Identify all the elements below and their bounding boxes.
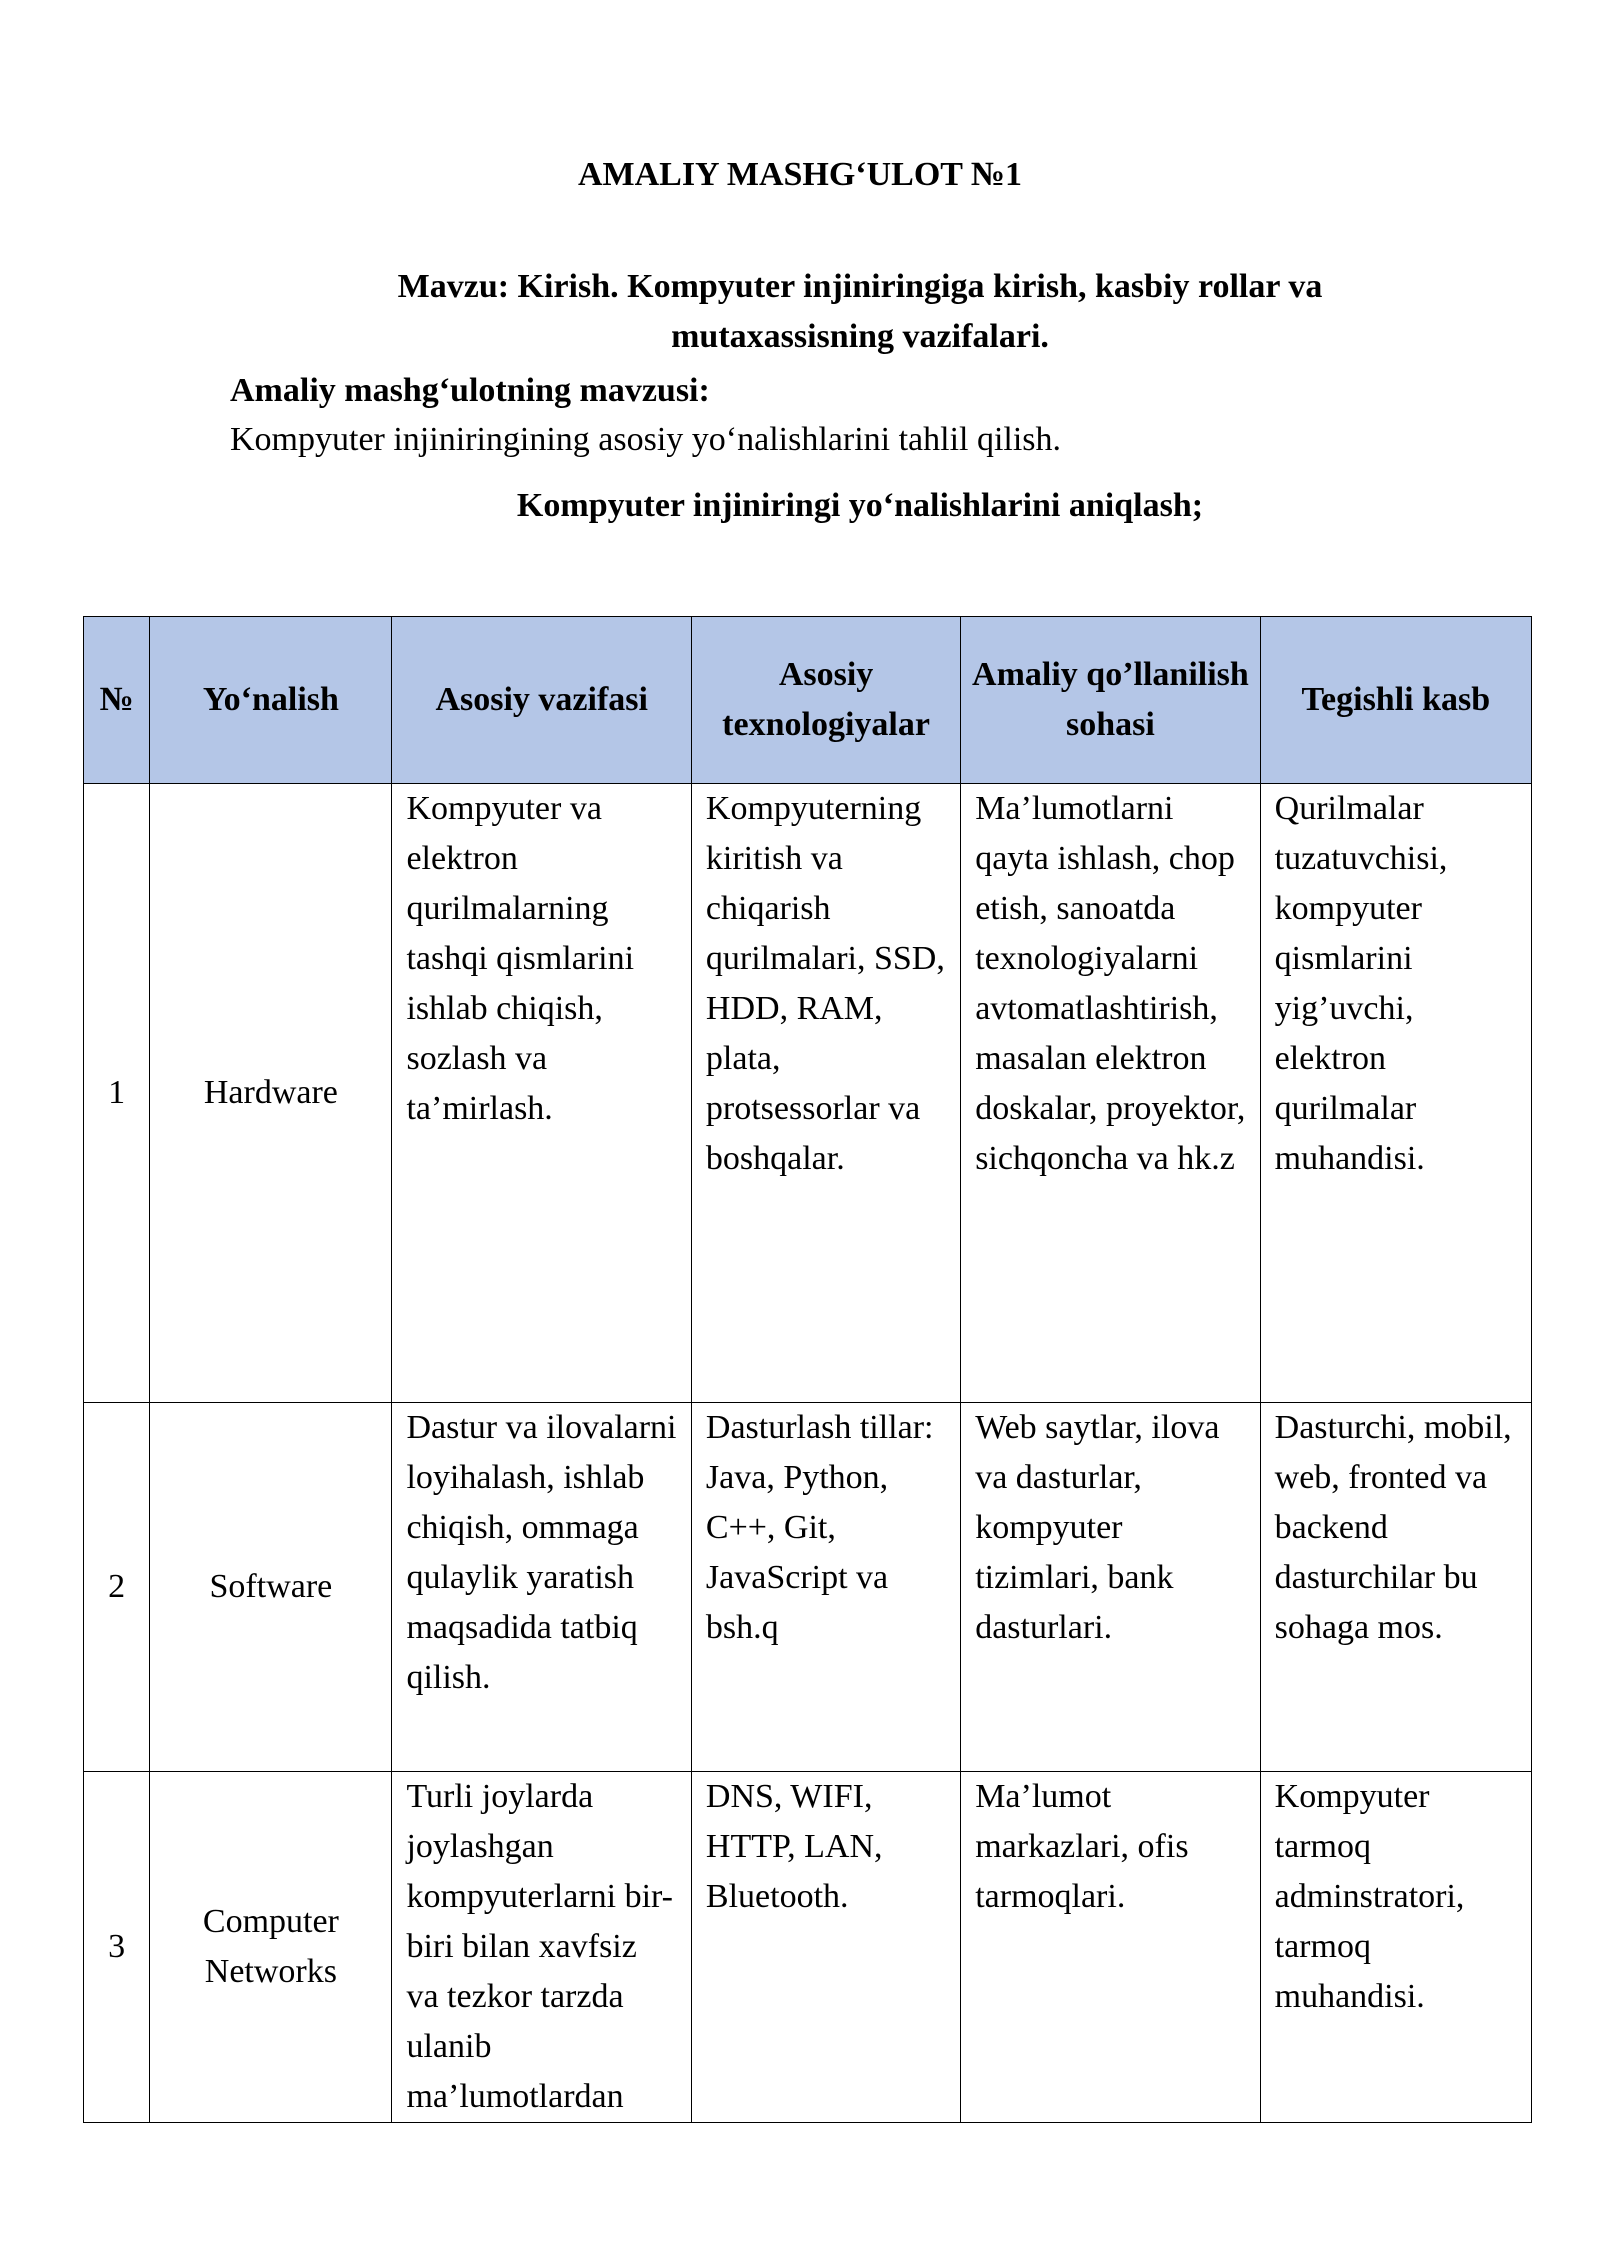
header-main-task: Asosiy vazifasi [392, 617, 691, 784]
row-number: 3 [84, 1772, 150, 2123]
header-application: Amaliy qo’llanilish sohasi [961, 617, 1260, 784]
row-application: Ma’lumotlarni qayta ishlash, chop etish, sanoatda texnologiyalarni avtomatlashtirish, masalan elektron doskalar, proyektor, sichqoncha va hk.z [961, 784, 1260, 1403]
page-title: AMALIY MASHG‘ULOT №1 [577, 156, 1023, 193]
row-technologies: Dasturlash tillar: Java, Python, C++, Git, JavaScript va bsh.q [691, 1403, 960, 1772]
table-row [84, 1772, 1532, 2123]
row-profession: Qurilmalar tuzatuvchisi, kompyuter qismlarini yig’uvchi, elektron qurilmalar muhandisi. [1260, 784, 1531, 1403]
header-technologies: Asosiy texnologiyalar [691, 617, 960, 784]
row-main-task: Dastur va ilovalarni loyihalash, ishlab chiqish, ommaga qulaylik yaratish maqsadida tatbiq qilish. [392, 1403, 691, 1772]
practical-topic-text: Kompyuter injiniringining asosiy yo‘nalishlarini tahlil qilish. [230, 421, 1062, 458]
header-direction: Yo‘nalish [150, 617, 392, 784]
row-number: 2 [84, 1403, 150, 1772]
row-technologies: DNS, WIFI, HTTP, LAN, Bluetooth. [691, 1772, 960, 2123]
row-technologies: Kompyuterning kiritish va chiqarish qurilmalari, SSD, HDD, RAM, plata, protsessorlar va boshqalar. [691, 784, 960, 1403]
row-application: Ma’lumot markazlari, ofis tarmoqlari. [961, 1772, 1260, 2123]
table-header-row [84, 617, 1532, 784]
row-profession: Dasturchi, mobil, web, fronted va backend dasturchilar bu sohaga mos. [1260, 1403, 1531, 1772]
row-direction: Software [150, 1403, 392, 1772]
header-num: № [84, 617, 150, 784]
row-number: 1 [84, 784, 150, 1403]
row-main-task: Kompyuter va elektron qurilmalarning tashqi qismlarini ishlab chiqish, sozlash va ta’mirlash. [392, 784, 691, 1403]
table-row [84, 1403, 1532, 1772]
topic-heading: Mavzu: Kirish. Kompyuter injiniringiga kirish, kasbiy rollar va mutaxassisning vazifalari. [397, 268, 1323, 355]
directions-table [83, 616, 1532, 2123]
row-direction: Hardware [150, 784, 392, 1403]
header-profession: Tegishli kasb [1260, 617, 1531, 784]
row-main-task: Turli joylarda joylashgan kompyuterlarni bir-biri bilan xavfsiz va tezkor tarzda ulanib ma’lumotlardan [392, 1772, 691, 2123]
row-profession: Kompyuter tarmoq adminstratori, tarmoq muhandisi. [1260, 1772, 1531, 2123]
row-direction: Computer Networks [150, 1772, 392, 2123]
section-heading: Kompyuter injiniringi yo‘nalishlarini aniqlash; [516, 487, 1204, 524]
practical-topic-label: Amaliy mashg‘ulotning mavzusi: [230, 372, 710, 409]
row-application: Web saytlar, ilova va dasturlar, kompyuter tizimlari, bank dasturlari. [961, 1403, 1260, 1772]
table-row [84, 784, 1532, 1403]
